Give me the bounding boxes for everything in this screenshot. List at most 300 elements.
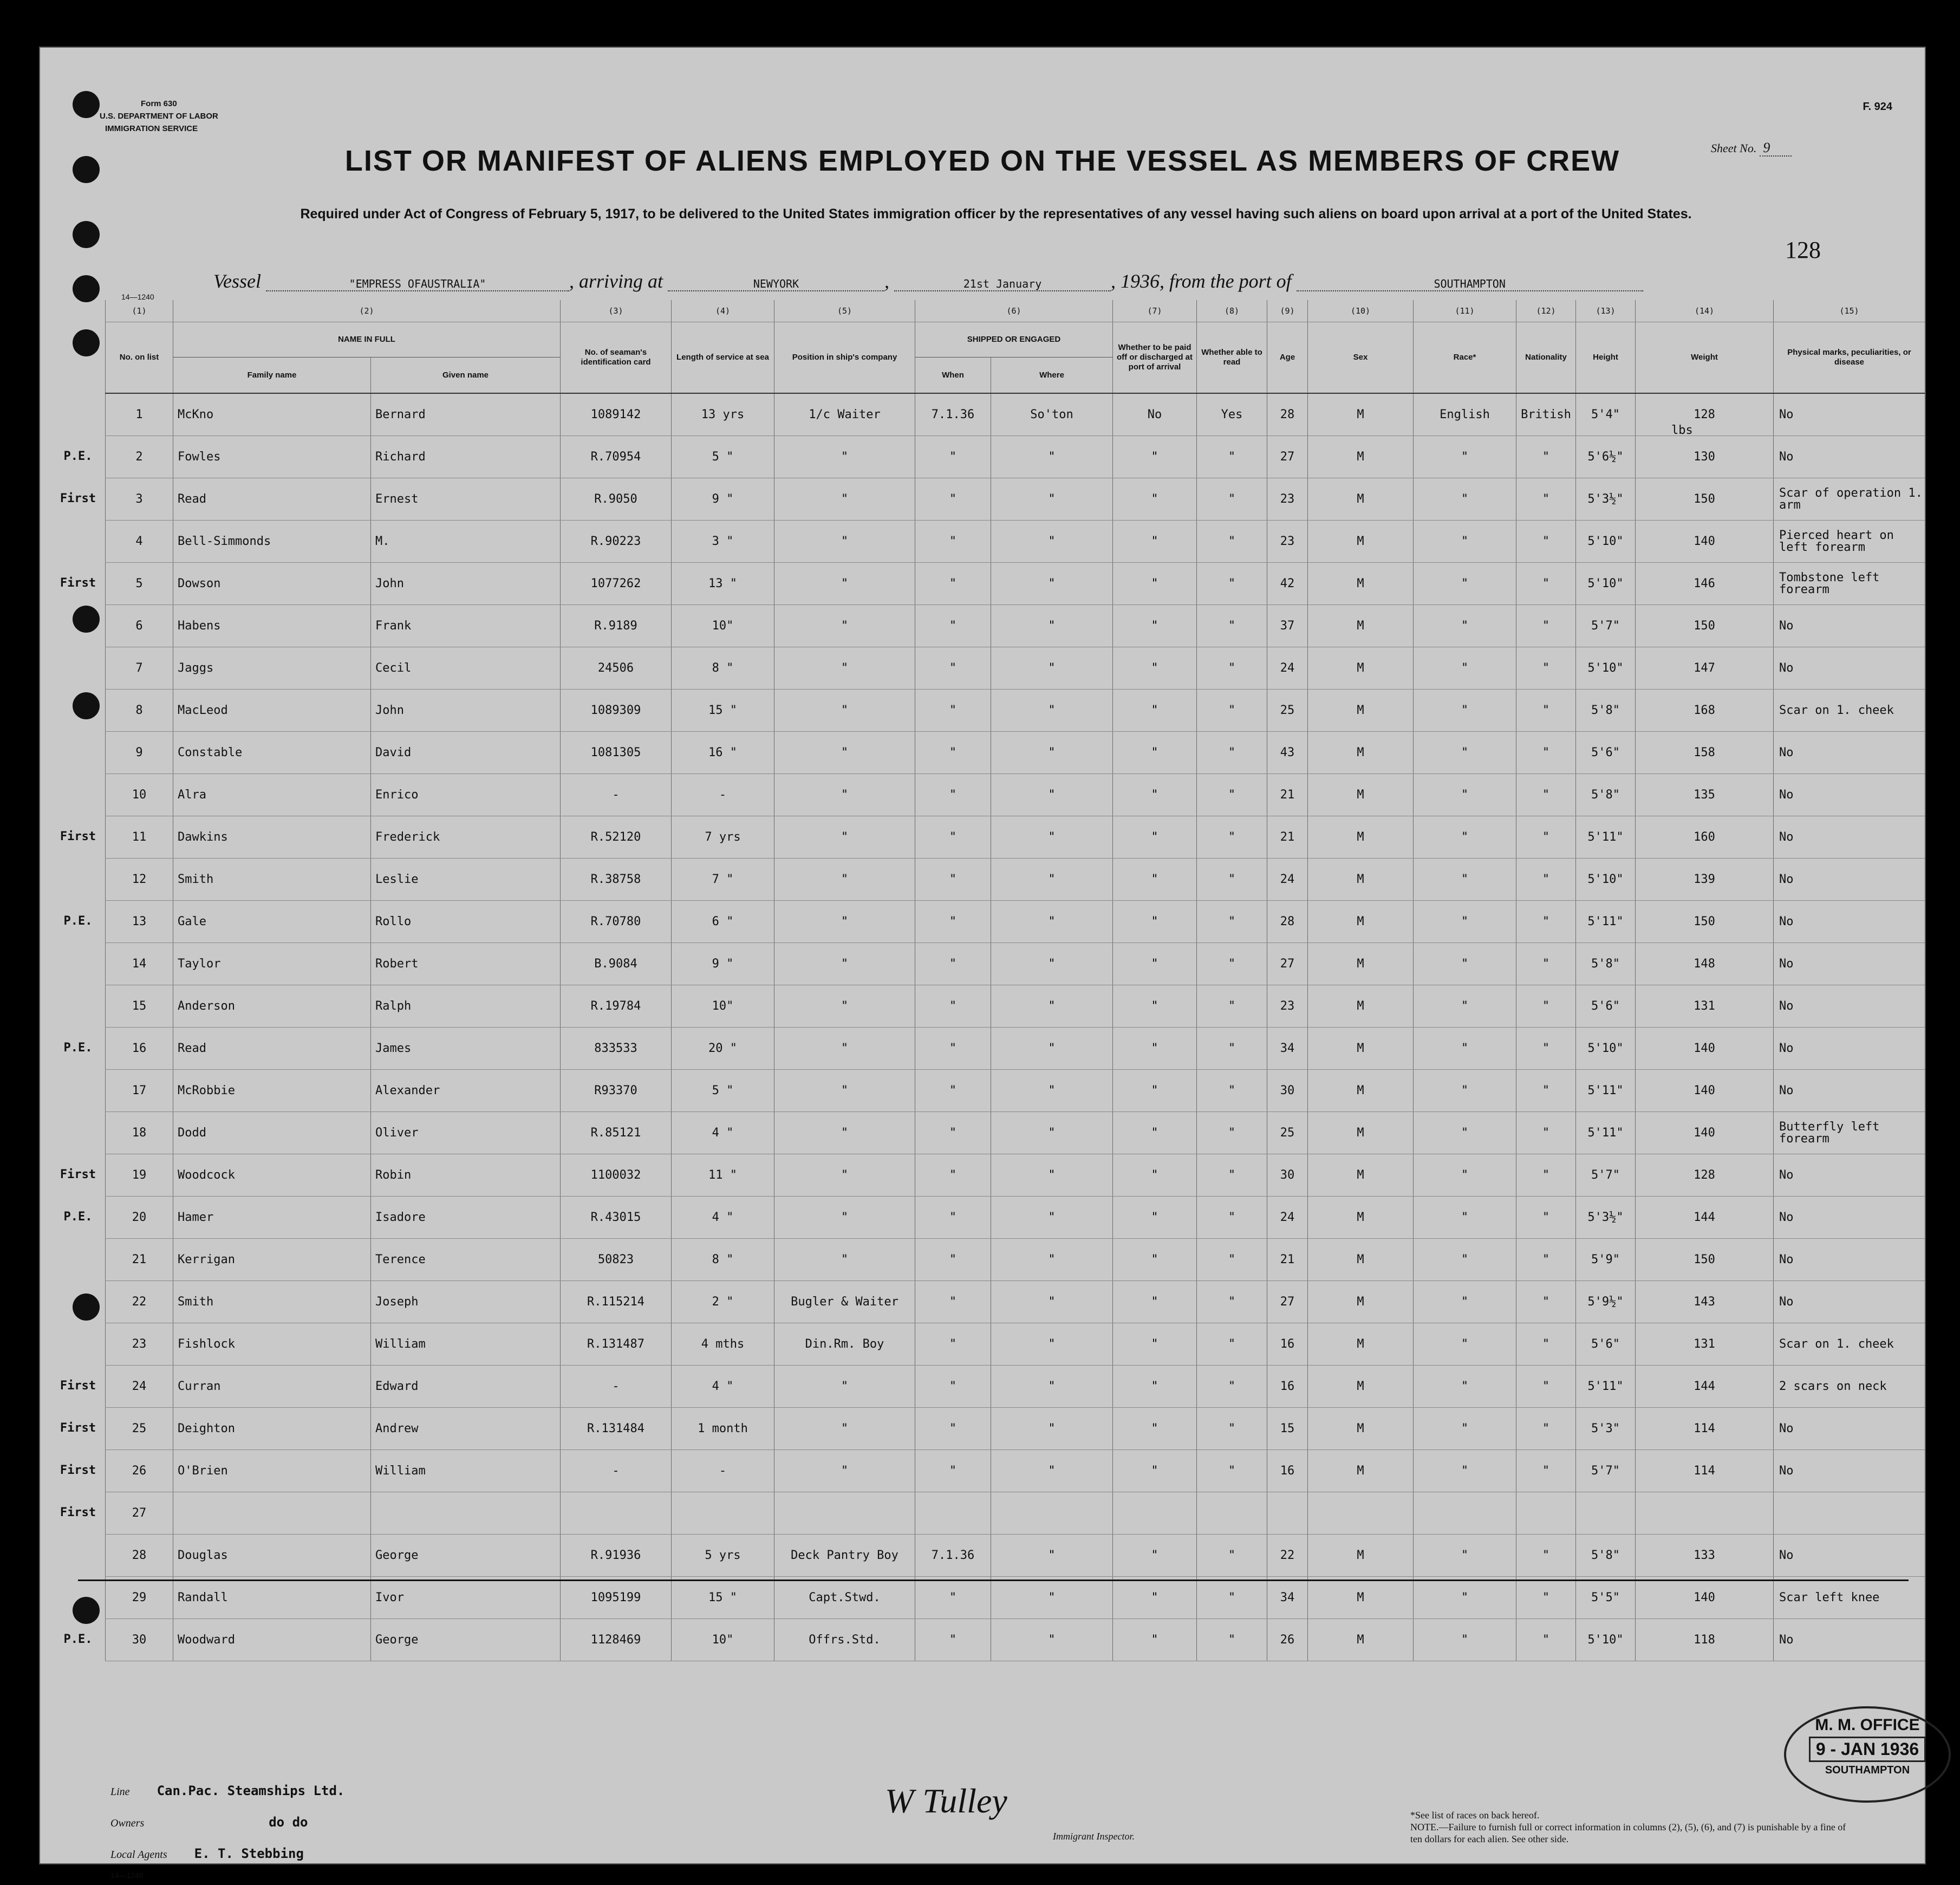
binder-hole bbox=[73, 1597, 100, 1624]
service-length-cell: 13 yrs bbox=[672, 393, 774, 436]
height-cell bbox=[1576, 1492, 1636, 1535]
binder-hole bbox=[73, 91, 100, 118]
table-row bbox=[106, 1619, 1925, 1661]
height-cell: 5'10" bbox=[1576, 563, 1636, 605]
id-card-cell: 1095199 bbox=[561, 1577, 672, 1619]
colnum: (10) bbox=[1308, 300, 1414, 322]
height-cell: 5'3" bbox=[1576, 1408, 1636, 1450]
nationality-cell: " bbox=[1516, 1028, 1576, 1070]
able-to-read-cell: " bbox=[1197, 985, 1267, 1028]
agents-value: E. T. Stebbing bbox=[194, 1846, 304, 1861]
height-cell: 5'10" bbox=[1576, 521, 1636, 563]
family-name-cell: Jaggs bbox=[173, 647, 371, 690]
age-cell: 27 bbox=[1267, 943, 1308, 985]
shipped-when-cell: " bbox=[915, 1070, 991, 1112]
shipped-when-cell: " bbox=[915, 690, 991, 732]
table-row bbox=[106, 1450, 1925, 1492]
nationality-cell: " bbox=[1516, 1577, 1576, 1619]
weight-cell: 140 bbox=[1636, 1112, 1774, 1154]
physical-marks-cell: No bbox=[1774, 1070, 1925, 1112]
shipped-when-cell: " bbox=[915, 563, 991, 605]
sex-cell: M bbox=[1308, 816, 1414, 859]
able-to-read-cell: " bbox=[1197, 774, 1267, 816]
shipped-when-cell: " bbox=[915, 732, 991, 774]
family-name-cell: MacLeod bbox=[173, 690, 371, 732]
paid-off-cell: " bbox=[1113, 774, 1197, 816]
from-port: SOUTHAMPTON bbox=[1297, 277, 1643, 291]
given-name-cell: Isadore bbox=[371, 1197, 561, 1239]
physical-marks-cell: Scar left knee bbox=[1774, 1577, 1925, 1619]
able-to-read-cell: " bbox=[1197, 436, 1267, 478]
line-value: Can.Pac. Steamships Ltd. bbox=[157, 1783, 345, 1798]
footnote-races: *See list of races on back hereof. bbox=[1410, 1810, 1540, 1821]
nationality-cell: " bbox=[1516, 816, 1576, 859]
shipped-when-cell: " bbox=[915, 859, 991, 901]
shipped-where-cell: " bbox=[991, 1323, 1113, 1366]
id-card-cell: R.9189 bbox=[561, 605, 672, 647]
given-name-cell: Ivor bbox=[371, 1577, 561, 1619]
id-card-cell: R.19784 bbox=[561, 985, 672, 1028]
id-card-cell: 24506 bbox=[561, 647, 672, 690]
ship-position-cell: 1/c Waiter bbox=[774, 393, 915, 436]
given-name-cell: John bbox=[371, 690, 561, 732]
able-to-read-cell: " bbox=[1197, 647, 1267, 690]
service-length-cell: 4 " bbox=[672, 1197, 774, 1239]
vessel-line: Vessel "EMPRESS OFAUSTRALIA" , arriving at NEWYORK , 21st January , 1936, from the port of SOUTHAMPTON bbox=[213, 270, 1643, 292]
nationality-cell: " bbox=[1516, 1450, 1576, 1492]
paid-off-cell: " bbox=[1113, 1577, 1197, 1619]
family-name-cell: Fishlock bbox=[173, 1323, 371, 1366]
weight-cell: 168 bbox=[1636, 690, 1774, 732]
header-height: Height bbox=[1576, 322, 1636, 394]
height-cell: 5'8" bbox=[1576, 943, 1636, 985]
rating-label: P.E. bbox=[63, 914, 93, 928]
age-cell: 34 bbox=[1267, 1028, 1308, 1070]
table-row bbox=[106, 1028, 1925, 1070]
shipped-where-cell: " bbox=[991, 690, 1113, 732]
nationality-cell: " bbox=[1516, 985, 1576, 1028]
colnum: (15) bbox=[1774, 300, 1925, 322]
ship-position-cell: " bbox=[774, 1450, 915, 1492]
shipped-when-cell: " bbox=[915, 1450, 991, 1492]
given-name-cell: James bbox=[371, 1028, 561, 1070]
weight-cell: 139 bbox=[1636, 859, 1774, 901]
shipped-when-cell: " bbox=[915, 985, 991, 1028]
height-cell: 5'7" bbox=[1576, 605, 1636, 647]
sex-cell: M bbox=[1308, 393, 1414, 436]
shipped-when-cell: " bbox=[915, 605, 991, 647]
weight-cell: 135 bbox=[1636, 774, 1774, 816]
vessel-value: "EMPRESS OFAUSTRALIA" bbox=[266, 277, 569, 291]
stamp-date: 9 - JAN 1936 bbox=[1809, 1737, 1926, 1762]
form-number: Form 630 bbox=[141, 99, 177, 108]
page-number: 128 bbox=[1785, 237, 1821, 263]
colnum: (7) bbox=[1113, 300, 1197, 322]
physical-marks-cell: No bbox=[1774, 901, 1925, 943]
id-card-cell: R.9050 bbox=[561, 478, 672, 521]
year-prefix: 19 bbox=[1121, 270, 1140, 292]
list-number-cell: 15 bbox=[106, 985, 173, 1028]
service-length-cell: 8 " bbox=[672, 1239, 774, 1281]
colnum: (9) bbox=[1267, 300, 1308, 322]
ship-position-cell: " bbox=[774, 436, 915, 478]
shipped-when-cell: " bbox=[915, 943, 991, 985]
service-length-cell: 7 yrs bbox=[672, 816, 774, 859]
nationality-cell: " bbox=[1516, 1070, 1576, 1112]
table-row bbox=[106, 985, 1925, 1028]
service-length-cell: 15 " bbox=[672, 690, 774, 732]
shipped-where-cell: " bbox=[991, 647, 1113, 690]
height-cell: 5'4" bbox=[1576, 393, 1636, 436]
shipped-where-cell: " bbox=[991, 1619, 1113, 1661]
service-length-cell: 15 " bbox=[672, 1577, 774, 1619]
able-to-read-cell bbox=[1197, 1492, 1267, 1535]
inspector-label: Immigrant Inspector. bbox=[1053, 1831, 1135, 1842]
id-card-cell bbox=[561, 1492, 672, 1535]
paid-off-cell: " bbox=[1113, 1154, 1197, 1197]
physical-marks-cell: Scar of operation 1. arm bbox=[1774, 478, 1925, 521]
header-weight: Weight bbox=[1636, 322, 1774, 394]
able-to-read-cell: " bbox=[1197, 1323, 1267, 1366]
ship-position-cell: " bbox=[774, 1366, 915, 1408]
ship-position-cell: Bugler & Waiter bbox=[774, 1281, 915, 1323]
owners-value: do do bbox=[269, 1815, 308, 1830]
id-card-cell: 1089142 bbox=[561, 393, 672, 436]
sex-cell: M bbox=[1308, 859, 1414, 901]
given-name-cell: Leslie bbox=[371, 859, 561, 901]
family-name-cell: Dawkins bbox=[173, 816, 371, 859]
family-name-cell: Smith bbox=[173, 1281, 371, 1323]
weight-cell: 150 bbox=[1636, 605, 1774, 647]
rating-label: P.E. bbox=[63, 1041, 93, 1055]
table-row bbox=[106, 1197, 1925, 1239]
race-cell: " bbox=[1414, 521, 1516, 563]
weight-cell: 150 bbox=[1636, 901, 1774, 943]
list-number-cell: 11 bbox=[106, 816, 173, 859]
nationality-cell: British bbox=[1516, 393, 1576, 436]
physical-marks-cell: No bbox=[1774, 774, 1925, 816]
given-name-cell: Oliver bbox=[371, 1112, 561, 1154]
nationality-cell: " bbox=[1516, 1197, 1576, 1239]
physical-marks-cell: No bbox=[1774, 943, 1925, 985]
sex-cell: M bbox=[1308, 1323, 1414, 1366]
service-length-cell: 16 " bbox=[672, 732, 774, 774]
sex-cell: M bbox=[1308, 943, 1414, 985]
table-row bbox=[106, 1535, 1925, 1577]
sex-cell bbox=[1308, 1492, 1414, 1535]
ship-position-cell: " bbox=[774, 985, 915, 1028]
list-number-cell: 18 bbox=[106, 1112, 173, 1154]
age-cell: 34 bbox=[1267, 1577, 1308, 1619]
physical-marks-cell: Scar on 1. cheek bbox=[1774, 1323, 1925, 1366]
list-number-cell: 17 bbox=[106, 1070, 173, 1112]
shipped-where-cell: " bbox=[991, 605, 1113, 647]
colnum: (13) bbox=[1576, 300, 1636, 322]
corner-code: F. 924 bbox=[1863, 101, 1892, 113]
rating-label: First bbox=[60, 1506, 96, 1519]
paid-off-cell: " bbox=[1113, 521, 1197, 563]
sex-cell: M bbox=[1308, 647, 1414, 690]
service-length-cell: 4 " bbox=[672, 1366, 774, 1408]
sex-cell: M bbox=[1308, 1028, 1414, 1070]
id-card-cell: R.85121 bbox=[561, 1112, 672, 1154]
weight-cell: 114 bbox=[1636, 1408, 1774, 1450]
paid-off-cell bbox=[1113, 1492, 1197, 1535]
sex-cell: M bbox=[1308, 436, 1414, 478]
shipped-where-cell: " bbox=[991, 1239, 1113, 1281]
age-cell: 27 bbox=[1267, 1281, 1308, 1323]
ship-position-cell: Capt.Stwd. bbox=[774, 1577, 915, 1619]
arriving-value: NEWYORK bbox=[668, 277, 884, 291]
sex-cell: M bbox=[1308, 605, 1414, 647]
family-name-cell: Woodward bbox=[173, 1619, 371, 1661]
nationality-cell: " bbox=[1516, 1535, 1576, 1577]
ship-position-cell: " bbox=[774, 521, 915, 563]
shipped-where-cell: So'ton bbox=[991, 393, 1113, 436]
able-to-read-cell: " bbox=[1197, 1619, 1267, 1661]
family-name-cell: Douglas bbox=[173, 1535, 371, 1577]
physical-marks-cell: No bbox=[1774, 1197, 1925, 1239]
table-row bbox=[106, 1323, 1925, 1366]
height-cell: 5'6½" bbox=[1576, 436, 1636, 478]
able-to-read-cell: " bbox=[1197, 563, 1267, 605]
shipped-where-cell: " bbox=[991, 521, 1113, 563]
family-name-cell: Kerrigan bbox=[173, 1239, 371, 1281]
paid-off-cell: " bbox=[1113, 1281, 1197, 1323]
weight-cell: 144 bbox=[1636, 1197, 1774, 1239]
header-paid: Whether to be paid off or discharged at port of arrival bbox=[1113, 322, 1197, 394]
ship-position-cell: " bbox=[774, 943, 915, 985]
arriving-label: arriving at bbox=[578, 270, 663, 292]
family-name-cell: Constable bbox=[173, 732, 371, 774]
given-name-cell: Joseph bbox=[371, 1281, 561, 1323]
able-to-read-cell: " bbox=[1197, 1112, 1267, 1154]
table-row bbox=[106, 1366, 1925, 1408]
nationality-cell: " bbox=[1516, 943, 1576, 985]
sex-cell: M bbox=[1308, 563, 1414, 605]
service-length-cell: 13 " bbox=[672, 563, 774, 605]
list-number-cell: 5 bbox=[106, 563, 173, 605]
shipped-where-cell: " bbox=[991, 1366, 1113, 1408]
weight-cell: 131 bbox=[1636, 985, 1774, 1028]
list-number-cell: 13 bbox=[106, 901, 173, 943]
rating-label: First bbox=[60, 492, 96, 505]
able-to-read-cell: " bbox=[1197, 1577, 1267, 1619]
height-cell: 5'11" bbox=[1576, 816, 1636, 859]
sex-cell: M bbox=[1308, 1281, 1414, 1323]
rating-label: First bbox=[60, 1168, 96, 1181]
shipped-when-cell: " bbox=[915, 901, 991, 943]
age-cell: 21 bbox=[1267, 1239, 1308, 1281]
age-cell: 28 bbox=[1267, 393, 1308, 436]
header-nationality: Nationality bbox=[1516, 322, 1576, 394]
physical-marks-cell: No bbox=[1774, 859, 1925, 901]
service-length-cell bbox=[672, 1492, 774, 1535]
age-cell: 16 bbox=[1267, 1366, 1308, 1408]
agents-label: Local Agents bbox=[110, 1849, 167, 1861]
shipped-where-cell: " bbox=[991, 901, 1113, 943]
able-to-read-cell: " bbox=[1197, 859, 1267, 901]
list-number-cell: 1 bbox=[106, 393, 173, 436]
list-number-cell: 25 bbox=[106, 1408, 173, 1450]
table-row bbox=[106, 563, 1925, 605]
id-card-cell: 1100032 bbox=[561, 1154, 672, 1197]
given-name-cell: George bbox=[371, 1535, 561, 1577]
service-length-cell: 9 " bbox=[672, 943, 774, 985]
family-name-cell: Alra bbox=[173, 774, 371, 816]
list-number-cell: 3 bbox=[106, 478, 173, 521]
physical-marks-cell: No bbox=[1774, 393, 1925, 436]
weight-cell: 146 bbox=[1636, 563, 1774, 605]
sex-cell: M bbox=[1308, 985, 1414, 1028]
id-card-cell: R.131484 bbox=[561, 1408, 672, 1450]
family-name-cell: Deighton bbox=[173, 1408, 371, 1450]
age-cell: 15 bbox=[1267, 1408, 1308, 1450]
service-length-cell: 5 " bbox=[672, 436, 774, 478]
list-number-cell: 12 bbox=[106, 859, 173, 901]
binder-hole bbox=[73, 329, 100, 356]
weight-cell: 140 bbox=[1636, 521, 1774, 563]
height-cell: 5'11" bbox=[1576, 1366, 1636, 1408]
given-name-cell: Edward bbox=[371, 1366, 561, 1408]
shipped-when-cell: " bbox=[915, 816, 991, 859]
colnum: (8) bbox=[1197, 300, 1267, 322]
height-cell: 5'8" bbox=[1576, 774, 1636, 816]
height-cell: 5'8" bbox=[1576, 690, 1636, 732]
service-length-cell: 10" bbox=[672, 985, 774, 1028]
ship-position-cell: " bbox=[774, 859, 915, 901]
shipped-when-cell: " bbox=[915, 774, 991, 816]
service-length-cell: 9 " bbox=[672, 478, 774, 521]
list-number-cell: 23 bbox=[106, 1323, 173, 1366]
able-to-read-cell: " bbox=[1197, 521, 1267, 563]
table-row bbox=[106, 436, 1925, 478]
race-cell: " bbox=[1414, 732, 1516, 774]
height-cell: 5'10" bbox=[1576, 1028, 1636, 1070]
race-cell: " bbox=[1414, 774, 1516, 816]
rating-label: P.E. bbox=[63, 1210, 93, 1224]
age-cell: 37 bbox=[1267, 605, 1308, 647]
paid-off-cell: " bbox=[1113, 1197, 1197, 1239]
service-length-cell: - bbox=[672, 1450, 774, 1492]
weight-cell: 148 bbox=[1636, 943, 1774, 985]
given-name-cell: William bbox=[371, 1323, 561, 1366]
physical-marks-cell: No bbox=[1774, 1450, 1925, 1492]
sex-cell: M bbox=[1308, 1619, 1414, 1661]
service-length-cell: - bbox=[672, 774, 774, 816]
table-row bbox=[106, 1154, 1925, 1197]
list-number-cell: 24 bbox=[106, 1366, 173, 1408]
family-name-cell: Randall bbox=[173, 1577, 371, 1619]
service-length-cell: 4 mths bbox=[672, 1323, 774, 1366]
race-cell: " bbox=[1414, 901, 1516, 943]
header-family: Family name bbox=[173, 358, 371, 393]
shipped-when-cell: " bbox=[915, 1154, 991, 1197]
shipped-where-cell: " bbox=[991, 1197, 1113, 1239]
physical-marks-cell: No bbox=[1774, 985, 1925, 1028]
shipped-where-cell: " bbox=[991, 1577, 1113, 1619]
weight-cell: 130 bbox=[1636, 436, 1774, 478]
physical-marks-cell: Pierced heart on left forearm bbox=[1774, 521, 1925, 563]
sex-cell: M bbox=[1308, 1070, 1414, 1112]
shipped-where-cell: " bbox=[991, 1154, 1113, 1197]
family-name-cell: Hamer bbox=[173, 1197, 371, 1239]
race-cell: " bbox=[1414, 436, 1516, 478]
rating-label: First bbox=[60, 830, 96, 843]
weight-cell bbox=[1636, 1492, 1774, 1535]
paid-off-cell: " bbox=[1113, 1408, 1197, 1450]
header-age: Age bbox=[1267, 322, 1308, 394]
service-length-cell: 10" bbox=[672, 1619, 774, 1661]
height-cell: 5'6" bbox=[1576, 732, 1636, 774]
manifest-sheet bbox=[39, 47, 1926, 1880]
family-name-cell: Read bbox=[173, 478, 371, 521]
given-name-cell: Richard bbox=[371, 436, 561, 478]
paid-off-cell: " bbox=[1113, 816, 1197, 859]
given-name-cell: William bbox=[371, 1450, 561, 1492]
ship-position-cell: " bbox=[774, 816, 915, 859]
nationality-cell: " bbox=[1516, 1112, 1576, 1154]
weight-cell: 114 bbox=[1636, 1450, 1774, 1492]
crew-table bbox=[105, 300, 1925, 1661]
race-cell: " bbox=[1414, 985, 1516, 1028]
ship-position-cell: " bbox=[774, 901, 915, 943]
ship-position-cell: " bbox=[774, 1070, 915, 1112]
physical-marks-cell: 2 scars on neck bbox=[1774, 1366, 1925, 1408]
table-row bbox=[106, 1577, 1925, 1619]
race-cell: " bbox=[1414, 1323, 1516, 1366]
id-card-cell: 1089309 bbox=[561, 690, 672, 732]
family-name-cell: Smith bbox=[173, 859, 371, 901]
age-cell: 21 bbox=[1267, 816, 1308, 859]
sex-cell: M bbox=[1308, 1366, 1414, 1408]
table-row bbox=[106, 1281, 1925, 1323]
family-name-cell: Fowles bbox=[173, 436, 371, 478]
race-cell: " bbox=[1414, 1535, 1516, 1577]
nationality-cell: " bbox=[1516, 563, 1576, 605]
sex-cell: M bbox=[1308, 774, 1414, 816]
id-card-cell: R.90223 bbox=[561, 521, 672, 563]
sex-cell: M bbox=[1308, 478, 1414, 521]
sex-cell: M bbox=[1308, 1112, 1414, 1154]
age-cell bbox=[1267, 1492, 1308, 1535]
height-cell: 5'5" bbox=[1576, 1577, 1636, 1619]
id-card-cell: R93370 bbox=[561, 1070, 672, 1112]
family-name-cell bbox=[173, 1492, 371, 1535]
service-length-cell: 3 " bbox=[672, 521, 774, 563]
table-row bbox=[106, 901, 1925, 943]
list-number-cell: 9 bbox=[106, 732, 173, 774]
weight-cell: 150 bbox=[1636, 1239, 1774, 1281]
arrival-date: 21st January bbox=[894, 277, 1111, 291]
row-27-strike-line bbox=[78, 1580, 1909, 1581]
ship-position-cell: Din.Rm. Boy bbox=[774, 1323, 915, 1366]
family-name-cell: Habens bbox=[173, 605, 371, 647]
paid-off-cell: " bbox=[1113, 1112, 1197, 1154]
ship-position-cell: " bbox=[774, 732, 915, 774]
given-name-cell: M. bbox=[371, 521, 561, 563]
table-row bbox=[106, 478, 1925, 521]
nationality-cell: " bbox=[1516, 1154, 1576, 1197]
shipped-when-cell: " bbox=[915, 436, 991, 478]
age-cell: 43 bbox=[1267, 732, 1308, 774]
shipped-when-cell: " bbox=[915, 1239, 991, 1281]
paid-off-cell: " bbox=[1113, 1239, 1197, 1281]
paid-off-cell: " bbox=[1113, 478, 1197, 521]
shipped-where-cell: " bbox=[991, 943, 1113, 985]
height-cell: 5'7" bbox=[1576, 1450, 1636, 1492]
colnum: (3) bbox=[561, 300, 672, 322]
